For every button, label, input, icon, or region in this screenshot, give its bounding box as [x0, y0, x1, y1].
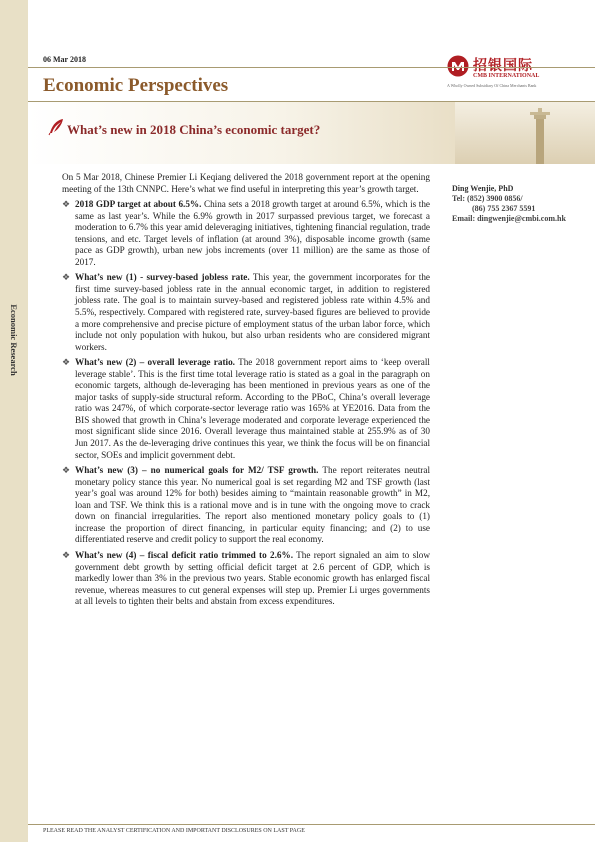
bullet-gdp-target: [62, 199, 430, 268]
logo-subtitle: A Wholly Owned Subsidiary Of China Merchants Bank: [447, 83, 537, 88]
bullet-text: The report reiterates neutral monetary policy stance this year. No numerical goal is set regarding M2 and TSF growth (last year’s goal was around 12% for both) besides aiming to “maintain reasonable growth” in M2, loan and TSF. We think this is a rational move and is in tune with the ongoing move to crack down on financial irregularities. The report also mentioned monetary policy goals to (1) increase the proportion of direct financing, in particular equity financing; and (2) to use differentiated reserve and credit policy to support the real economy.: [75, 465, 430, 545]
article-body: [62, 172, 430, 612]
bullet-text: The 2018 government report aims to ‘keep overall leverage stable’. This is the first time total leverage ratio is stated as a goal in the paragraph on economic targets, although de-leveraging has been mentioned in previous years as one of the major tasks of supply-side structural reform. According to the PBoC, China’s overall leverage ratio was 247%, of which corporate-sector leverage ratio was 165% at YE2016. Data from the BIS showed that growth in China’s leverage moderated and corporate leverage experienced the most significant slide since 2016. Overall leverage thus maintained stable at 255.9% as of 30 Jun 2017. As the de-leveraging drive continues this year, we think the focus will be on financial sector, SOEs and implicit government debt.: [75, 357, 430, 460]
sidebar: [0, 0, 28, 842]
diamond-bullet-icon: ❖: [62, 465, 71, 476]
analyst-tel-1: Tel: (852) 3900 0856/: [452, 194, 523, 203]
quill-icon: [48, 118, 64, 136]
bullet-lead: What’s new (3) – no numerical goals for M2/ TSF growth.: [75, 465, 319, 476]
analyst-tel-2: (86) 755 2367 5591: [472, 204, 536, 213]
report-headline: What’s new in 2018 China’s economic target?: [67, 122, 321, 137]
sidebar-label-container: [4, 255, 24, 425]
bullet-text: China sets a 2018 growth target at around 6.5%, which is the same as last year’s. While the 6.9% growth in 2017 surpassed previous target, we forecast a moderation to 6.7% this year amid deleveraging initiatives, tightening financial regulation, trade tensions, and etc. Target levels of inflation (at around 3%), disposable income growth (same pace as GDP growth), urban new jobs increments (over 11 million) are the same as those of 2017.: [75, 199, 431, 267]
bullet-lead: 2018 GDP target at about 6.5%.: [75, 199, 202, 210]
bullet-leverage-ratio: [62, 357, 430, 461]
cmb-logo-icon: [447, 55, 469, 77]
analyst-email[interactable]: Email: dingwenjie@cmbi.com.hk: [452, 214, 566, 223]
intro-paragraph: On 5 Mar 2018, Chinese Premier Li Keqiang delivered the 2018 government report at the opening meeting of the 13th CNNPC. Here’s what we find useful in interpreting this year’s growth target.: [62, 172, 430, 194]
diamond-bullet-icon: ❖: [62, 199, 71, 210]
analyst-contact: [452, 184, 592, 224]
company-logo: [447, 55, 567, 95]
diamond-bullet-icon: ❖: [62, 549, 71, 560]
bullet-m2-tsf: [62, 465, 430, 546]
report-type-title: Economic Perspectives: [43, 75, 229, 96]
report-date: 06 Mar 2018: [43, 55, 86, 64]
sidebar-label: Economic Research: [9, 304, 19, 376]
disclosure-footer: PLEASE READ THE ANALYST CERTIFICATION AND IMPORTANT DISCLOSURES ON LAST PAGE: [43, 828, 305, 834]
bullet-jobless-rate: [62, 272, 430, 353]
tower-illustration-icon: [525, 106, 555, 164]
bullet-lead: What’s new (1) - survey-based jobless rate.: [75, 272, 250, 283]
bullet-text: This year, the government incorporates for the first time survey-based jobless rate in the annual economic target, in addition to registered jobless rate. The goal is to maintain survey-based and registered jobless rate within 4.5% and 5.5%, respectively. Compared with registered rate, survey-based figures are believed to provide a more comprehensive and precise picture of employment status of the urban labor force, which include not only population with hukou, but also urban residents who are considered migrant workers.: [75, 272, 430, 352]
footer-divider: [28, 824, 595, 825]
header-divider: [28, 67, 595, 68]
diamond-bullet-icon: ❖: [62, 357, 71, 368]
bullet-fiscal-deficit: [62, 550, 430, 608]
bullet-lead: What’s new (2) – overall leverage ratio.: [75, 357, 235, 368]
analyst-name: Ding Wenjie, PhD: [452, 184, 514, 193]
diamond-bullet-icon: ❖: [62, 272, 71, 283]
logo-name-en: CMB INTERNATIONAL: [473, 73, 540, 79]
bullet-text: The report signaled an aim to slow government debt growth by setting official deficit target at 2.6 percent of GDP, which is markedly lower than 3% in the previous two years. Stable economic growth has enlarged fiscal revenue, whereas measures to cut general expenses will step up. Premier Li urges governments at all levels to tighten their belts and abstain from excess expenditures.: [75, 549, 430, 607]
bullet-lead: What’s new (4) – fiscal deficit ratio trimmed to 2.6%.: [75, 549, 293, 560]
logo-name-cn: 招银国际: [473, 59, 533, 74]
